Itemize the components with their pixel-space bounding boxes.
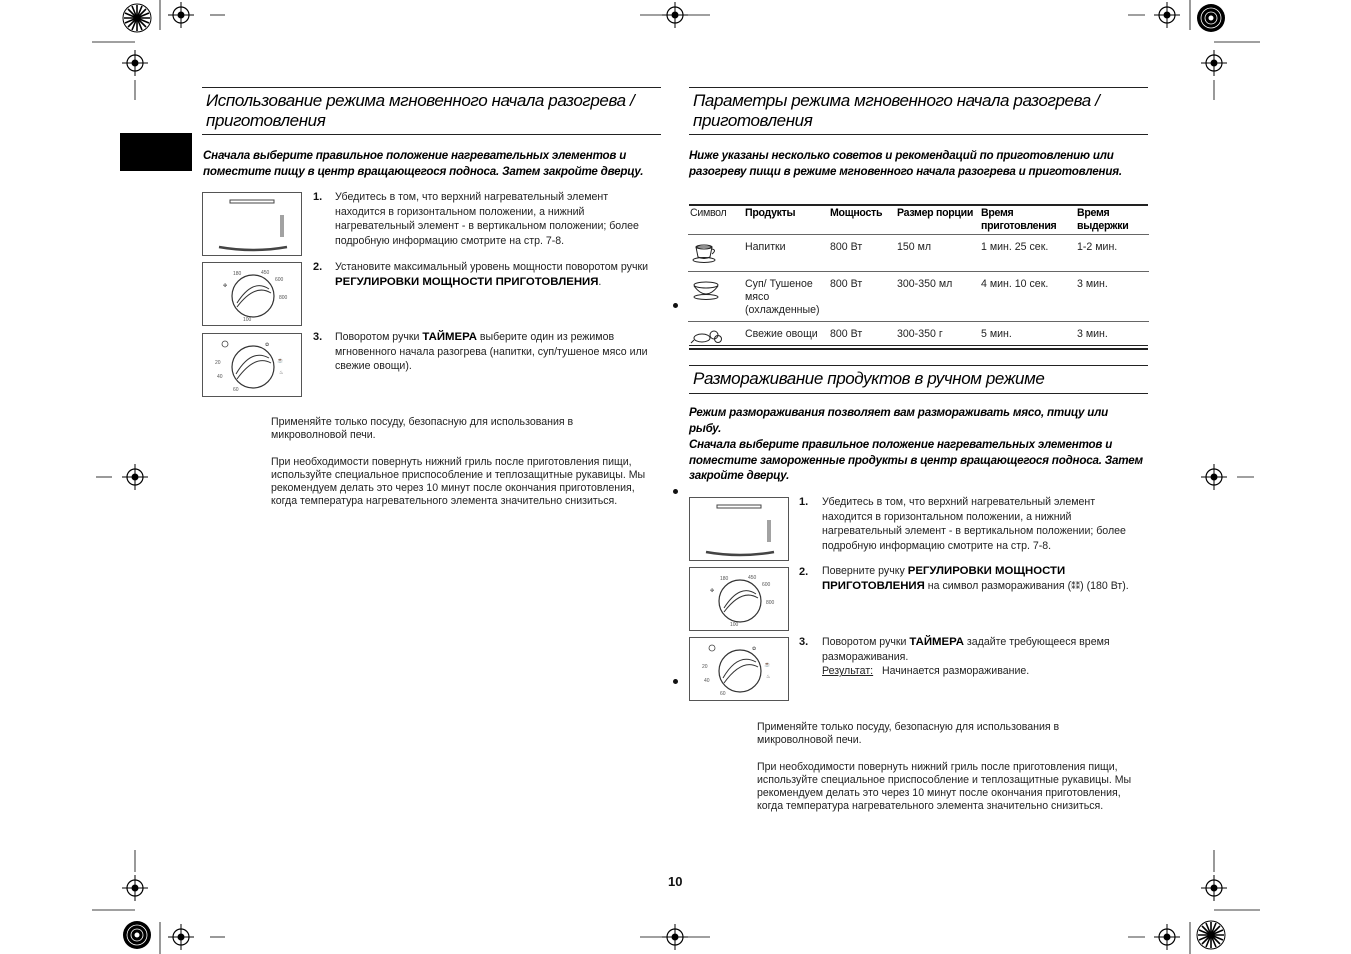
cell-cook-time: 4 мин. 10 сек. <box>979 272 1075 322</box>
table-bottom-rule <box>689 348 1148 350</box>
cell-size: 300-350 г <box>895 322 979 355</box>
table-row <box>688 272 1149 322</box>
svg-text:✿: ✿ <box>265 342 270 348</box>
cell-product: Свежие овощи <box>743 322 828 355</box>
step-number: 2. <box>799 566 809 578</box>
timer-dial-figure <box>689 637 789 701</box>
timer-dial-figure <box>202 333 302 397</box>
page-number: 10 <box>668 874 683 889</box>
svg-text:20: 20 <box>702 664 708 670</box>
power-dial-figure <box>202 262 302 326</box>
margin-dot <box>673 489 678 494</box>
right-section-title: Параметры режима мгновенного начала разогрева / приготовления <box>693 91 1100 130</box>
rule <box>202 134 661 135</box>
power-dial-figure <box>689 567 789 631</box>
step-number: 3. <box>313 331 323 343</box>
svg-text:100: 100 <box>730 622 739 628</box>
note-grill: При необходимости повернуть нижний гриль после приготовления пищи, используйте специальное приспособление и теплозащитные рукавицы. Мы рекомендуем делать это через 10 минут после окончания приготовления, когда температура нагревательного элемента значительно снизиться. <box>271 456 646 507</box>
cell-cook-time: 1 мин. 25 сек. <box>979 235 1075 272</box>
cell-cook-time: 5 мин. <box>979 322 1075 355</box>
left-intro: Сначала выберите правильное положение нагревательных элементов и поместите пищу в центр вращающегося подноса. Затем закройте дверцу. <box>203 149 644 178</box>
note-grill: При необходимости повернуть нижний гриль после приготовления пищи, используйте специальное приспособление и теплозащитные рукавицы. Мы рекомендуем делать это через 10 минут после окончания приготовления, когда температура нагревательного элемента значительно снизиться. <box>757 761 1132 812</box>
result-text: Начинается размораживание. <box>881 665 1030 678</box>
note-dishes: Применяйте только посуду, безопасную для использования в микроволновой печи. <box>271 416 574 441</box>
table-bottom-rule <box>689 345 1148 346</box>
defrost-intro: Режим размораживания позволяет вам размораживать мясо, птицу или рыбу. <box>689 406 1109 435</box>
cell-size: 300-350 мл <box>895 272 979 322</box>
step-number: 2. <box>313 261 323 273</box>
cell-power: 800 Вт <box>828 272 895 322</box>
power-knob-name: РЕГУЛИРОВКИ МОЩНОСТИ ПРИГОТОВЛЕНИЯ <box>335 275 599 288</box>
svg-text:180: 180 <box>233 271 242 277</box>
cell-hold-time: 3 мин. <box>1075 322 1149 355</box>
rule <box>689 87 1148 88</box>
svg-text:♨: ♨ <box>766 674 771 680</box>
cell-product: Суп/ Тушеное мясо (охлажденные) <box>743 272 828 322</box>
margin-dot <box>673 303 678 308</box>
section-tab-marker <box>120 133 192 171</box>
header-product: Продукты <box>745 207 796 219</box>
step-text: Поверните ручку РЕГУЛИРОВКИ МОЩНОСТИ ПРИГОТОВЛЕНИЯ на символ размораживания (⁑⁑) (180 Вт). <box>822 565 1129 592</box>
cup-icon <box>688 235 743 272</box>
svg-text:800: 800 <box>766 600 775 606</box>
timer-knob-name: ТАЙМЕРА <box>909 636 964 648</box>
note-dishes: Применяйте только посуду, безопасную для использования в микроволновой печи. <box>757 721 1060 746</box>
bowl-icon <box>688 272 743 322</box>
instant-cook-table <box>688 206 1149 354</box>
svg-text:800: 800 <box>279 295 288 301</box>
svg-text:20: 20 <box>215 360 221 366</box>
svg-text:✤: ✤ <box>223 283 228 289</box>
svg-text:600: 600 <box>762 582 771 588</box>
svg-text:450: 450 <box>261 270 270 276</box>
cell-hold-time: 3 мин. <box>1075 272 1149 322</box>
header-hold-time: Время выдержки <box>1077 207 1129 232</box>
svg-text:60: 60 <box>720 691 726 697</box>
svg-text:✿: ✿ <box>752 646 757 652</box>
rule <box>689 393 1148 394</box>
svg-text:180: 180 <box>720 576 729 582</box>
step-text: Поворотом ручки ТАЙМЕРА задайте требующееся время размораживания. Результат: Начинается размораживание. <box>822 636 1110 678</box>
table-header <box>688 206 1149 235</box>
svg-text:40: 40 <box>704 678 710 684</box>
cell-power: 800 Вт <box>828 235 895 272</box>
step-text: Убедитесь в том, что верхний нагревательный элемент находится в горизонтальном положении, а нижний нагревательный элемент - в вертикальном положении; более подробную информацию смотрите на стр. 7-8. <box>335 191 639 247</box>
left-section-title: Использование режима мгновенного начала разогрева / приготовления <box>206 91 635 130</box>
svg-text:40: 40 <box>217 374 223 380</box>
rule <box>689 134 1148 135</box>
header-cook-time: Время приготовления <box>981 207 1057 232</box>
svg-text:☕: ☕ <box>277 358 284 364</box>
step-number: 1. <box>313 191 323 203</box>
timer-knob-name: ТАЙМЕРА <box>422 331 477 343</box>
step-text: Установите максимальный уровень мощности поворотом ручки РЕГУЛИРОВКИ МОЩНОСТИ ПРИГОТОВЛЕНИЯ. <box>335 261 649 288</box>
header-size: Размер порции <box>897 207 974 219</box>
svg-text:450: 450 <box>748 575 757 581</box>
cell-size: 150 мл <box>895 235 979 272</box>
cell-product: Напитки <box>743 235 828 272</box>
svg-text:60: 60 <box>233 387 239 393</box>
svg-text:100: 100 <box>243 317 252 323</box>
power-knob-name: РЕГУЛИРОВКИ МОЩНОСТИ ПРИГОТОВЛЕНИЯ <box>822 565 1066 592</box>
cell-hold-time: 1-2 мин. <box>1075 235 1149 272</box>
header-symbol: Символ <box>690 207 727 219</box>
svg-text:600: 600 <box>275 277 284 283</box>
svg-text:♨: ♨ <box>279 370 284 376</box>
svg-text:☕: ☕ <box>764 662 771 668</box>
margin-dot <box>673 679 678 684</box>
heater-position-figure <box>202 192 302 256</box>
header-power: Мощность <box>830 207 883 219</box>
step-number: 3. <box>799 636 809 648</box>
rule <box>689 365 1148 366</box>
defrost-section-title: Размораживание продуктов в ручном режиме <box>693 369 1045 388</box>
svg-text:✤: ✤ <box>710 588 715 594</box>
step-number: 1. <box>799 496 809 508</box>
step-text: Убедитесь в том, что верхний нагревательный элемент находится в горизонтальном положении, а нижний нагревательный элемент - в вертикальном положении; более подробную информацию смотрите на стр. 7-8. <box>822 496 1126 552</box>
defrost-icon: ⁑⁑ <box>1071 580 1081 591</box>
defrost-instructions: Сначала выберите правильное положение нагревательных элементов и поместите замороженные продукты в центр вращающегося подноса. Затем закройте дверцу. <box>689 438 1143 482</box>
cell-power: 800 Вт <box>828 322 895 355</box>
heater-position-figure <box>689 497 789 561</box>
right-intro: Ниже указаны несколько советов и рекомендаций по приготовлению или разогреву пищи в режиме мгновенного начала разогрева и приготовления. <box>689 149 1122 178</box>
step-text: Поворотом ручки ТАЙМЕРА выберите один из режимов мгновенного начала разогрева (напитки, суп/тушеное мясо или свежие овощи). <box>335 331 648 373</box>
table-row <box>688 235 1149 272</box>
rule <box>202 87 661 88</box>
result-label: Результат: <box>822 665 874 678</box>
